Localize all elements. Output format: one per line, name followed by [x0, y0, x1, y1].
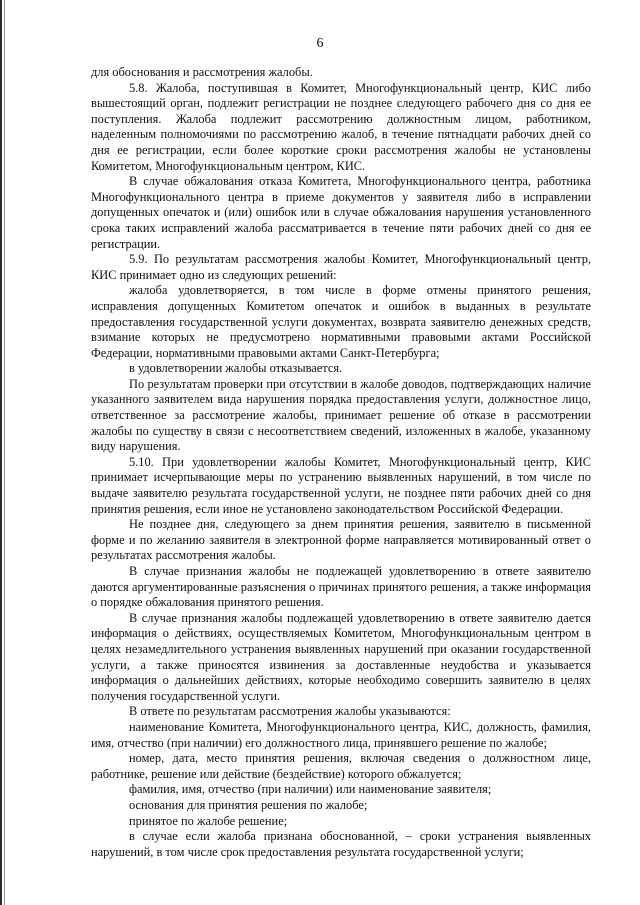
paragraph: фамилия, имя, отчество (при наличии) или наименование заявителя;	[129, 782, 492, 797]
scan-left-edge-shadow	[4, 0, 5, 905]
paragraph: Не позднее дня, следующего за днем принятия решения, заявителю в письменной форме и по желанию заявителя в электронной форме направляется мотивированный ответ о результатах рассмотрения жалобы.	[91, 517, 591, 563]
paragraph: основания для принятия решения по жалобе;	[129, 797, 368, 812]
paragraph: 5.10. При удовлетворении жалобы Комитет, Многофункциональный центр, КИС принимает исчерпывающие меры по устранению выявленных нарушений, в том числе по выдаче заявителю результата государственной услуги, не позднее пяти рабочих дней со дня принятия решения, если иное не установлено законодательством Российской Федерации.	[91, 454, 591, 516]
paragraph: В случае признания жалобы подлежащей удовлетворению в ответе заявителю дается информация о действиях, осуществляемых Комитетом, Многофункциональным центром в целях незамедлительного устранения выявленных нарушений при оказании государственной услуги, а также приносятся извинения за доставленные неудобства и указывается информация о дальнейших действиях, которые необходимо совершить заявителю в целях получения государственной услуги.	[91, 610, 591, 703]
paragraph: 5.8. Жалоба, поступившая в Комитет, Многофункциональный центр, КИС либо вышестоящий орган, подлежит регистрации не позднее следующего рабочего дня со дня ее поступления. Жалоба подлежит рассмотрению должностным лицом, работником, наделенным полномочиями по рассмотрению жалоб, в течение пятнадцати рабочих дней со дня ее регистрации, если более короткие сроки рассмотрения жалобы не установлены Комитетом, Многофункциональным центром, КИС.	[91, 80, 591, 173]
paragraph: в случае если жалоба признана обоснованной, – сроки устранения выявленных нарушений, в том числе срок предоставления результата государственной услуги;	[91, 829, 591, 859]
paragraph: жалоба удовлетворяется, в том числе в форме отмены принятого решения, исправления допущенных Комитетом опечаток и ошибок в выданных в результате предоставления государственной услуги документах, возврата заявителю денежных средств, взимание которых не предусмотрено нормативными правовыми актами Российской Федерации, нормативными правовыми актами Санкт-Петербурга;	[91, 283, 591, 360]
paragraph: в удовлетворении жалобы отказывается.	[129, 361, 343, 376]
paragraph: В ответе по результатам рассмотрения жалобы указываются:	[129, 704, 451, 719]
paragraph: По результатам проверки при отсутствии в жалобе доводов, подтверждающих наличие указанного заявителем вида нарушения порядка предоставления услуги, должностное лицо, ответственное за рассмотрение жалобы, принимает решение об отказе в рассмотрении жалобы по существу в связи с несоответствием сведений, изложенных в жалобе, указанному виду нарушения.	[91, 376, 591, 454]
paragraph: 5.9. По результатам рассмотрения жалобы Комитет, Многофункциональный центр, КИС принимает одно из следующих решений:	[91, 252, 591, 282]
scan-left-edge	[0, 0, 2, 905]
page-number: 6	[316, 36, 324, 51]
paragraph: для обоснования и рассмотрения жалобы.	[91, 65, 313, 79]
document-body	[91, 65, 591, 860]
paragraph: номер, дата, место принятия решения, включая сведения о должностном лице, работнике, решение или действие (бездействие) которого обжалуется;	[91, 751, 591, 781]
paragraph: принятое по жалобе решение;	[129, 813, 288, 828]
paragraph: наименование Комитета, Многофункционального центра, КИС, должность, фамилия, имя, отчество (при наличии) его должностного лица, принявшего решение по жалобе;	[91, 719, 591, 750]
paragraph: В случае признания жалобы не подлежащей удовлетворению в ответе заявителю даются аргументированные разъяснения о причинах принятого решения, а также информация о порядке обжалования принятого решения.	[91, 564, 591, 610]
paragraph: В случае обжалования отказа Комитета, Многофункционального центра, работника Многофункционального центра в приеме документов у заявителя либо в исправлении допущенных опечаток и (или) ошибок или в случае обжалования нарушения установленного срока таких исправлений жалоба рассматривается в течение пяти рабочих дней со дня ее регистрации.	[91, 174, 591, 251]
